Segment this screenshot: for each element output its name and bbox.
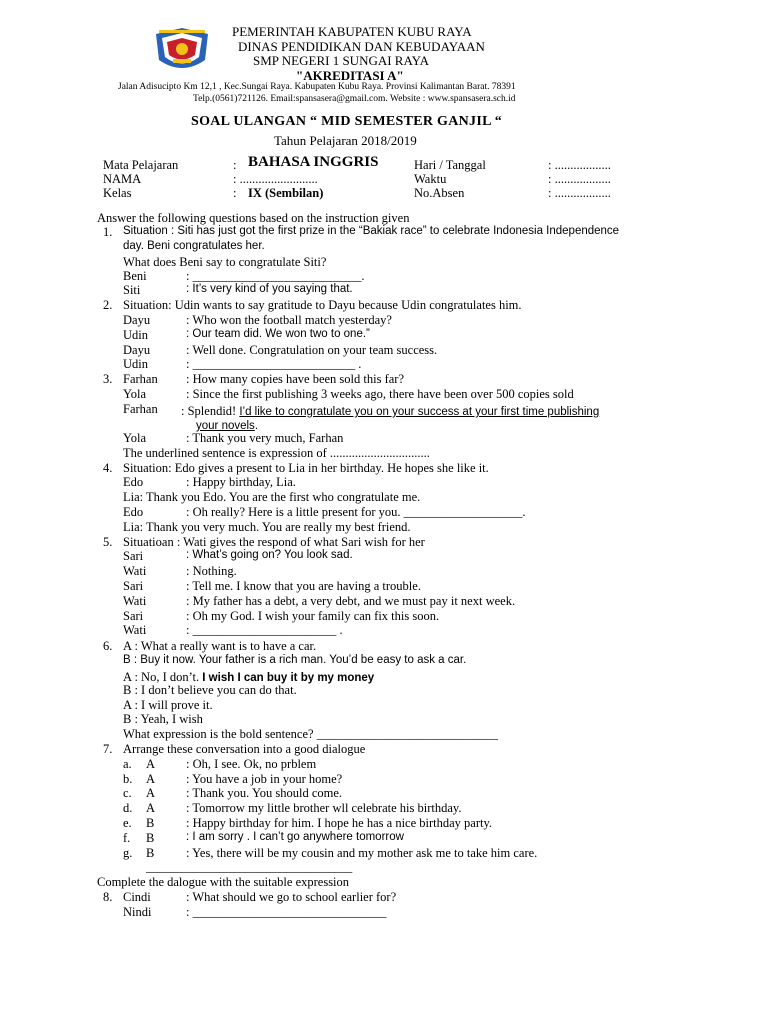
- q7-item-letter: b.: [123, 772, 133, 786]
- q8-line: : What should we go to school earlier for?: [186, 890, 397, 904]
- q6-line: B : Buy it now. Your father is a rich man. You’d be easy to ask a car.: [123, 654, 467, 666]
- q7-item-speaker: B: [146, 846, 155, 860]
- class-label: Kelas: [103, 186, 132, 200]
- q7-item-text: : Thank you. You should come.: [186, 786, 343, 800]
- q5-speaker: Sari: [123, 579, 144, 593]
- q7-item-speaker: A: [146, 801, 156, 815]
- q7-item-letter: g.: [123, 846, 133, 860]
- q5-line: : What’s going on? You look sad.: [186, 549, 353, 561]
- q7-item-speaker: A: [146, 772, 156, 786]
- q1-speaker: Siti: [123, 283, 141, 297]
- q1-situation: Situation : Siti has just got the first prize in the “Bakiak race” to celebrate Indonesia Independence: [123, 225, 620, 237]
- q3-underlined-sentence: I’d like to congratulate you on your success at your first time publishing: [239, 406, 600, 418]
- q2-answer-blank: : __________________________ .: [186, 357, 362, 371]
- q2-line: : Our team did. We won two to one.”: [186, 328, 370, 340]
- q7-item-letter: f.: [123, 831, 131, 845]
- q5-speaker: Wati: [123, 594, 147, 608]
- day-date-label: Hari / Tanggal: [414, 158, 486, 172]
- q3-speaker: Farhan: [123, 372, 158, 386]
- subject-value: BAHASA INGGRIS: [248, 154, 379, 170]
- header-government: PEMERINTAH KABUPATEN KUBU RAYA: [232, 24, 472, 39]
- complete-instruction: Complete the dalogue with the suitable expression: [97, 875, 350, 889]
- q6-line: A : What a really want is to have a car.: [123, 639, 317, 653]
- q3-line: : Since the first publishing 3 weeks ago, there have been over 500 copies sold: [186, 387, 574, 401]
- q7-item-letter: d.: [123, 801, 133, 815]
- q7-item-text: : You have a job in your home?: [186, 772, 343, 786]
- q4-line: Lia: Thank you very much. You are really my best friend.: [123, 520, 411, 534]
- instruction: Answer the following questions based on the instruction given: [97, 211, 410, 225]
- q1-speaker: Beni: [123, 269, 147, 283]
- q7-item-text: : Tomorrow my little brother wll celebrate his birthday.: [186, 801, 462, 815]
- q5-speaker: Wati: [123, 623, 147, 637]
- absence-number-value: : ..................: [548, 186, 611, 200]
- q7-item-text: : Yes, there will be my cousin and my mother ask me to take him care.: [186, 846, 538, 860]
- q2-situation: Situation: Udin wants to say gratitude to Dayu because Udin congratulates him.: [123, 298, 522, 312]
- class-value: IX (Sembilan): [248, 186, 324, 200]
- q2-speaker: Dayu: [123, 313, 151, 327]
- q3-speaker: Yola: [123, 431, 147, 445]
- q1-line: : It’s very kind of you saying that.: [186, 283, 353, 295]
- exam-title: SOAL ULANGAN “ MID SEMESTER GANJIL “: [191, 114, 503, 129]
- q7-item-letter: e.: [123, 816, 132, 830]
- q5-speaker: Wati: [123, 564, 147, 578]
- q6-line: B : I don’t believe you can do that.: [123, 683, 297, 697]
- q7-item-letter: c.: [123, 786, 132, 800]
- q1-situation-cont: day. Beni congratulates her.: [123, 240, 265, 252]
- q3-period: .: [254, 420, 259, 432]
- q8-speaker: Nindi: [123, 905, 152, 919]
- day-date-value: : ..................: [548, 158, 611, 172]
- q3-line: : Thank you very much, Farhan: [186, 431, 344, 445]
- q4-line: : Happy birthday, Lia.: [186, 475, 296, 489]
- q1-answer-blank: : ___________________________.: [186, 269, 365, 283]
- q6-line: A : I will prove it.: [123, 698, 213, 712]
- subject-colon: :: [233, 158, 237, 172]
- header-accreditation: "AKREDITASI A": [296, 68, 404, 83]
- q1-number: 1.: [103, 225, 113, 239]
- q7-number: 7.: [103, 742, 113, 756]
- q1-question: What does Beni say to congratulate Siti?: [123, 255, 327, 269]
- q3-underlined-sentence-cont: your novels: [196, 420, 255, 432]
- q8-answer-blank: : _______________________________: [186, 905, 387, 919]
- q6-question: What expression is the bold sentence? _____________________________: [123, 727, 498, 741]
- q7-item-text: : Happy birthday for him. I hope he has a nice birthday party.: [186, 816, 493, 830]
- q3-number: 3.: [103, 372, 113, 386]
- q3-question: The underlined sentence is expression of ................................: [123, 446, 430, 460]
- q8-speaker: Cindi: [123, 890, 151, 904]
- q7-item-speaker: B: [146, 831, 155, 845]
- q8-number: 8.: [103, 890, 113, 904]
- q5-line: : Tell me. I know that you are having a trouble.: [186, 579, 421, 593]
- q2-speaker: Udin: [123, 328, 148, 342]
- subject-label: Mata Pelajaran: [103, 158, 179, 172]
- time-label: Waktu: [414, 172, 447, 186]
- school-crest-logo: [153, 26, 211, 76]
- q6-number: 6.: [103, 639, 113, 653]
- q4-answer-blank: : Oh really? Here is a little present for you. ___________________.: [186, 505, 526, 519]
- name-value: : .........................: [233, 172, 318, 186]
- class-colon: :: [233, 186, 237, 200]
- name-label: NAMA: [103, 172, 142, 186]
- q5-line: : My father has a debt, a very debt, and we must pay it next week.: [186, 594, 516, 608]
- q5-line: : Oh my God. I wish your family can fix this soon.: [186, 609, 440, 623]
- q2-line: : Who won the football match yesterday?: [186, 313, 392, 327]
- header-address: Jalan Adisucipto Km 12,1 , Kec.Sungai Raya. Kabupaten Kubu Raya. Provinsi Kalimantan Barat. 78391: [118, 82, 516, 92]
- q6-bold-sentence: I wish I can buy it by my money: [202, 672, 375, 684]
- absence-number-label: No.Absen: [414, 186, 465, 200]
- exam-year: Tahun Pelajaran 2018/2019: [274, 133, 417, 148]
- header-school: SMP NEGERI 1 SUNGAI RAYA: [253, 53, 430, 68]
- q5-speaker: Sari: [123, 549, 144, 563]
- q7-item-text: : I am sorry . I can’t go anywhere tomorrow: [186, 831, 404, 843]
- q4-number: 4.: [103, 461, 113, 475]
- q4-speaker: Edo: [123, 475, 144, 489]
- q2-line: : Well done. Congratulation on your team success.: [186, 343, 438, 357]
- q5-line: : Nothing.: [186, 564, 237, 578]
- header-contact: Telp.(0561)721126. Email:spansasera@gmail.com. Website : www.spansasera.sch.id: [193, 94, 516, 104]
- header-department: DINAS PENDIDIKAN DAN KEBUDAYAAN: [238, 39, 485, 54]
- q5-situation: Situatioan : Wati gives the respond of what Sari wish for her: [123, 535, 425, 549]
- q2-speaker: Udin: [123, 357, 148, 371]
- q7-instruction: Arrange these conversation into a good dialogue: [123, 742, 366, 756]
- q4-speaker: Edo: [123, 505, 144, 519]
- q7-item-speaker: B: [146, 816, 155, 830]
- q4-situation: Situation: Edo gives a present to Lia in her birthday. He hopes she like it.: [123, 461, 489, 475]
- q2-number: 2.: [103, 298, 113, 312]
- q2-speaker: Dayu: [123, 343, 151, 357]
- q3-line: : How many copies have been sold this far?: [186, 372, 404, 386]
- q5-answer-blank: : _______________________ .: [186, 623, 343, 637]
- q3-line-prefix: : Splendid!: [181, 404, 240, 418]
- q6-line-prefix: A : No, I don’t.: [123, 670, 203, 684]
- q7-item-speaker: A: [146, 786, 156, 800]
- q6-line: B : Yeah, I wish: [123, 712, 203, 726]
- q7-item-letter: a.: [123, 757, 132, 771]
- q5-speaker: Sari: [123, 609, 144, 623]
- q7-item-text: : Oh, I see. Ok, no prblem: [186, 757, 317, 771]
- q4-line: Lia: Thank you Edo. You are the first who congratulate me.: [123, 490, 421, 504]
- time-value: : ..................: [548, 172, 611, 186]
- q3-speaker: Farhan: [123, 402, 158, 416]
- q3-speaker: Yola: [123, 387, 147, 401]
- q7-item-speaker: A: [146, 757, 156, 771]
- q7-answer-blank: _________________________________: [146, 860, 353, 874]
- q5-number: 5.: [103, 535, 113, 549]
